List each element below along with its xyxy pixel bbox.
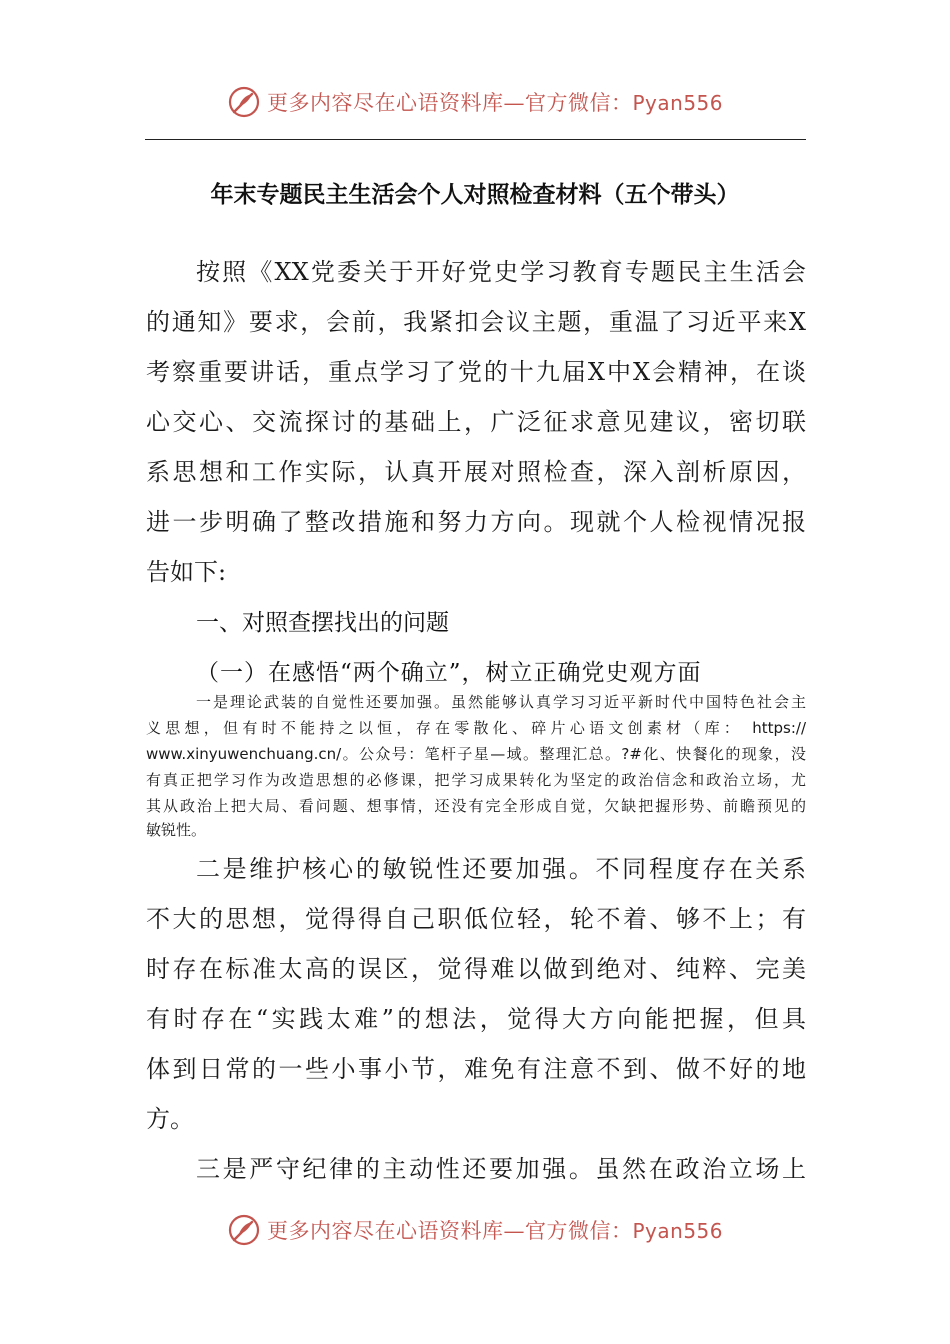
subsection-heading: （一）在感悟“两个确立”，树立正确党史观方面: [196, 660, 702, 686]
banner-text: 更多内容尽在心语资料库—官方微信：Pyan556: [266, 1219, 723, 1243]
point1-line: 敏锐性。: [146, 821, 207, 839]
section-heading: 一、对照查摆找出的问题: [196, 610, 449, 636]
point2-line: 有时存在“实践太难”的想法，觉得大方向能把握，但具: [146, 1005, 806, 1033]
intro-line: 按照《XX党委关于开好党史学习教育专题民主生活会: [196, 258, 806, 286]
point2-line: 不大的思想，觉得得自己职低位轻，轮不着、够不上；有: [146, 905, 806, 933]
point3-line: 三是严守纪律的主动性还要加强。虽然在政治立场上: [196, 1155, 806, 1183]
point1-line: 义思想，但有时不能持之以恒，存在零散化、碎片心语文创素材（库： https://: [146, 719, 806, 737]
header-rule: [145, 139, 806, 140]
intro-line: 系思想和工作实际，认真开展对照检查，深入剖析原因，: [146, 458, 806, 486]
banner-wechat-id: Pyan556: [632, 1219, 723, 1243]
banner-wechat-id: Pyan556: [632, 91, 723, 115]
intro-line: 告如下:: [146, 558, 227, 586]
quill-logo-icon: [227, 85, 261, 119]
footer-banner: [0, 1208, 950, 1252]
banner-text: 更多内容尽在心语资料库—官方微信：Pyan556: [266, 91, 723, 115]
header-banner: [0, 80, 950, 124]
point1-line: www.xinyuwenchuang.cn/。公众号：笔杆子星—域。整理汇总。?#化、快餐化的现象，没: [146, 745, 806, 763]
point2-line: 方。: [146, 1105, 194, 1133]
point2-line: 二是维护核心的敏锐性还要加强。不同程度存在关系: [196, 855, 806, 883]
intro-line: 考察重要讲话，重点学习了党的十九届X中X会精神，在谈: [146, 358, 806, 386]
point1-line: 一是理论武装的自觉性还要加强。虽然能够认真学习习近平新时代中国特色社会主: [196, 693, 806, 711]
intro-line: 心交心、交流探讨的基础上，广泛征求意见建议，密切联: [146, 408, 806, 436]
point1-line: 有真正把学习作为改造思想的必修课，把学习成果转化为坚定的政治信念和政治立场，尤: [146, 771, 806, 789]
document-title: 年末专题民主生活会个人对照检查材料（五个带头）: [210, 182, 740, 208]
point1-line: 其从政治上把大局、看问题、想事情，还没有完全形成自觉，欠缺把握形势、前瞻预见的: [146, 797, 806, 815]
intro-line: 的通知》要求，会前，我紧扣会议主题，重温了习近平来X: [146, 308, 806, 336]
point2-line: 体到日常的一些小事小节，难免有注意不到、做不好的地: [146, 1055, 806, 1083]
point2-line: 时存在标准太高的误区，觉得难以做到绝对、纯粹、完美: [146, 955, 806, 983]
quill-logo-icon: [227, 1213, 261, 1247]
intro-line: 进一步明确了整改措施和努力方向。现就个人检视情况报: [146, 508, 806, 536]
